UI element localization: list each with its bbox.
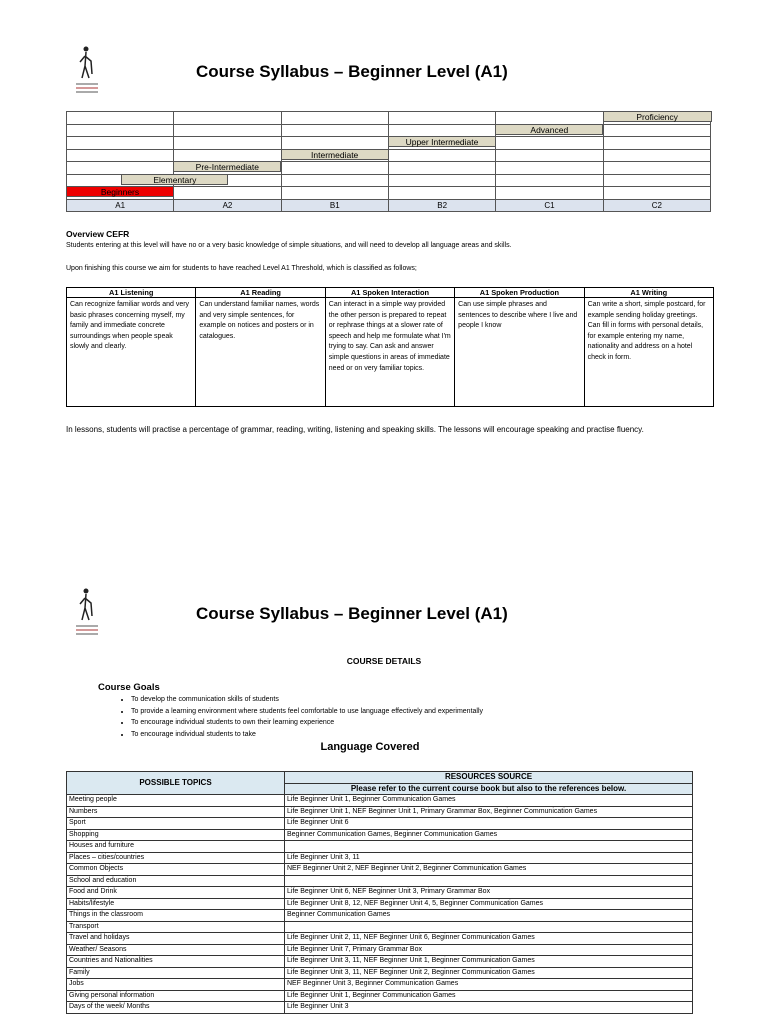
topic-cell: School and education [67,875,285,887]
table-row [67,921,693,933]
resource-cell [285,841,693,853]
level-bar-beginners: Beginners [66,186,174,197]
level-bar-proficiency: Proficiency [603,111,712,122]
resource-cell: Life Beginner Unit 2, 11, NEF Beginner Unit 6, Beginner Communication Games [285,933,693,945]
resource-cell: Life Beginner Unit 3, 11, NEF Beginner Unit 1, Beginner Communication Games [285,956,693,968]
resource-cell: Beginner Communication Games, Beginner Communication Games [285,829,693,841]
skills-cell-reading: Can understand familiar names, words and very simple sentences, for example on notices and posters or in catalogues. [196,298,325,407]
finishing-text: Upon finishing this course we aim for students to have reached Level A1 Threshold, which is classified as follows; [66,265,417,272]
skills-header-listening: A1 Listening [67,288,196,298]
topics-header: POSSIBLE TOPICS [67,772,285,795]
walking-man-logo-icon [72,44,102,102]
overview-heading: Overview CEFR [66,229,130,239]
topic-cell: Jobs [67,979,285,991]
resource-cell: NEF Beginner Unit 3, Beginner Communication Games [285,979,693,991]
resource-cell: Life Beginner Unit 6, NEF Beginner Unit 3, Primary Grammar Box [285,887,693,899]
resources-header: RESOURCES SOURCE [285,772,693,784]
resource-cell: Life Beginner Unit 1, NEF Beginner Unit 1, Primary Grammar Box, Beginner Communication Games [285,806,693,818]
walking-man-logo-icon [72,586,102,644]
topic-cell: Family [67,967,285,979]
cefr-level-grid [66,111,711,212]
course-goals-heading: Course Goals [98,682,160,693]
goal-item: • To encourage individual students to own their learning experience [131,717,483,729]
resource-cell: Life Beginner Unit 3 [285,1002,693,1014]
topic-cell: Weather/ Seasons [67,944,285,956]
topic-cell: Giving personal information [67,990,285,1002]
level-col-b1: B1 [281,199,388,212]
table-row [67,990,693,1002]
skills-cell-spoken-production: Can use simple phrases and sentences to describe where I live and people I know [455,298,584,407]
resource-cell: Life Beginner Unit 3, 11, NEF Beginner Unit 2, Beginner Communication Games [285,967,693,979]
topic-cell: Shopping [67,829,285,841]
topic-cell: Numbers [67,806,285,818]
overview-text: Students entering at this level will have no or a very basic knowledge of simple situations, and will need to develop all language areas and skills. [66,242,512,249]
resource-cell: Life Beginner Unit 1, Beginner Communication Games [285,990,693,1002]
level-col-a2: A2 [174,199,281,212]
topic-cell: Sport [67,818,285,830]
table-row [67,829,693,841]
level-bar-advanced: Advanced [495,124,603,135]
table-row [67,852,693,864]
table-row [67,944,693,956]
table-row [67,1002,693,1014]
language-covered-heading: Language Covered [320,741,420,753]
topic-cell: Countries and Nationalities [67,956,285,968]
table-row [67,875,693,887]
table-row [67,841,693,853]
table-row [67,887,693,899]
level-bar-upper-intermediate: Upper Intermediate [388,136,496,147]
lessons-text: In lessons, students will practise a percentage of grammar, reading, writing, listening and speaking skills. The lessons will encourage speaking and practise fluency. [66,425,644,434]
topic-cell: Things in the classroom [67,910,285,922]
resource-cell: NEF Beginner Unit 2, NEF Beginner Unit 2, Beginner Communication Games [285,864,693,876]
topic-cell: Places – cities/countries [67,852,285,864]
level-col-a1: A1 [67,199,174,212]
course-goals-list [98,694,483,740]
resource-cell: Life Beginner Unit 8, 12, NEF Beginner Unit 4, 5, Beginner Communication Games [285,898,693,910]
table-row [67,979,693,991]
level-col-c2: C2 [603,199,710,212]
level-bar-intermediate: Intermediate [281,149,389,160]
resource-cell: Life Beginner Unit 7, Primary Grammar Box [285,944,693,956]
level-col-b2: B2 [388,199,495,212]
table-row [67,818,693,830]
resource-cell: Life Beginner Unit 1, Beginner Communication Games [285,795,693,807]
table-row [67,933,693,945]
topic-cell: Travel and holidays [67,933,285,945]
skills-header-spoken-production: A1 Spoken Production [455,288,584,298]
resource-cell [285,921,693,933]
skills-cell-listening: Can recognize familiar words and very basic phrases concerning myself, my family and immediate concrete surroundings when people speak slowly and clearly. [67,298,196,407]
skills-header-reading: A1 Reading [196,288,325,298]
level-bar-pre-intermediate: Pre-Intermediate [173,161,281,172]
topic-cell: Meeting people [67,795,285,807]
page-title-2: Course Syllabus – Beginner Level (A1) [196,604,508,623]
resources-subheader: Please refer to the current course book but also to the references below. [285,783,693,795]
topic-cell: Houses and furniture [67,841,285,853]
resource-cell: Beginner Communication Games [285,910,693,922]
skills-cell-spoken-interaction: Can interact in a simple way provided the other person is prepared to repeat or rephrase things at a slower rate of speech and help me formulate what I'm trying to say. Can ask and answer simple questions in areas of immediate need or on very familiar topics. [325,298,454,407]
topic-cell: Food and Drink [67,887,285,899]
topics-table [66,771,693,1014]
table-row [67,967,693,979]
topic-cell: Common Objects [67,864,285,876]
skills-header-writing: A1 Writing [584,288,713,298]
table-row [67,864,693,876]
topic-cell: Transport [67,921,285,933]
goal-item: • To develop the communication skills of students [131,694,483,706]
course-details-heading: COURSE DETAILS [346,656,422,666]
goal-item: • To encourage individual students to take [131,729,483,741]
topic-cell: Habits/lifestyle [67,898,285,910]
table-row [67,910,693,922]
table-row [67,956,693,968]
skills-header-spoken-interaction: A1 Spoken Interaction [325,288,454,298]
level-col-c1: C1 [496,199,603,212]
skills-table [66,287,714,407]
skills-cell-writing: Can write a short, simple postcard, for example sending holiday greetings. Can fill in forms with personal details, for example entering my name, nationality and address on a hotel check in form. [584,298,713,407]
table-row [67,806,693,818]
page-title: Course Syllabus – Beginner Level (A1) [196,62,508,81]
resource-cell: Life Beginner Unit 3, 11 [285,852,693,864]
level-bar-elementary: Elementary [121,174,228,185]
goal-item: • To provide a learning environment where students feel comfortable to use language effectively and experimentally [131,706,483,718]
topic-cell: Days of the week/ Months [67,1002,285,1014]
resource-cell [285,875,693,887]
table-row [67,898,693,910]
table-row [67,795,693,807]
resource-cell: Life Beginner Unit 6 [285,818,693,830]
